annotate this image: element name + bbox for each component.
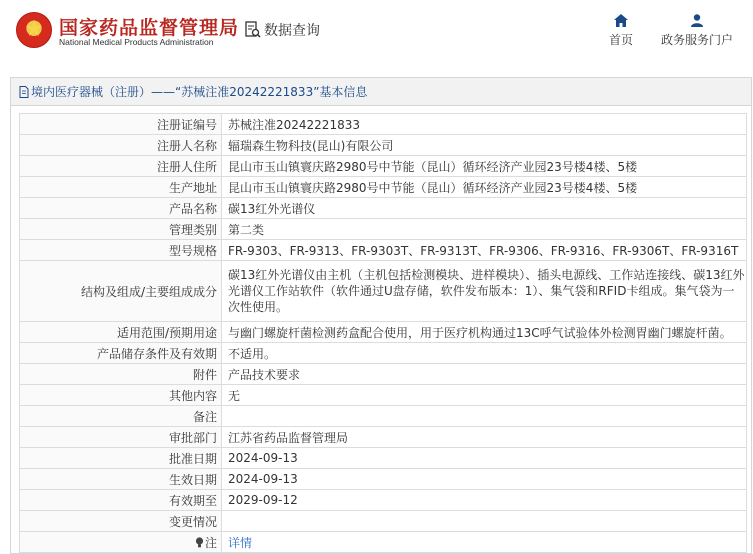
row-key: 产品储存条件及有效期	[20, 343, 222, 364]
lightbulb-icon	[195, 537, 204, 548]
table-row	[20, 469, 747, 490]
row-value: 第二类	[222, 219, 747, 240]
breadcrumb-text: 境内医疗器械（注册）——“苏械注准20242221833”基本信息	[31, 85, 368, 99]
row-value: 无	[222, 385, 747, 406]
detail-panel	[10, 77, 752, 554]
row-key: 生效日期	[20, 469, 222, 490]
row-value: 碳13红外光谱仪由主机（主机包括检测模块、进样模块）、插头电源线、工作站连接线、碳13红外光谱仪工作站软件（软件通过U盘存储，软件发布版本：1）、集气袋和RFID卡组成。集气袋为一次性使用。	[222, 261, 747, 322]
table-row	[20, 219, 747, 240]
table-row	[20, 343, 747, 364]
national-emblem-logo	[16, 12, 52, 48]
row-key: 变更情况	[20, 511, 222, 532]
details-link[interactable]: 详情	[228, 535, 253, 550]
site-subtitle: National Medical Products Administration	[59, 37, 214, 47]
document-icon	[19, 86, 29, 98]
note-key-cell	[20, 532, 222, 553]
row-value: 苏械注准20242221833	[222, 114, 747, 135]
row-key: 管理类别	[20, 219, 222, 240]
row-key: 附件	[20, 364, 222, 385]
row-value: 辐瑞森生物科技(昆山)有限公司	[222, 135, 747, 156]
row-value: 与幽门螺旋杆菌检测药盒配合使用，用于医疗机构通过13C呼气试验体外检测胃幽门螺旋杆菌。	[222, 322, 747, 343]
table-row	[20, 114, 747, 135]
row-key: 有效期至	[20, 490, 222, 511]
table-row	[20, 385, 747, 406]
row-key: 生产地址	[20, 177, 222, 198]
data-query-icon	[245, 21, 261, 39]
nav-home[interactable]	[606, 14, 636, 48]
row-key: 适用范围/预期用途	[20, 322, 222, 343]
row-value: 2029-09-12	[222, 490, 747, 511]
user-icon	[690, 14, 704, 27]
row-value: 产品技术要求	[222, 364, 747, 385]
note-key: 注	[204, 535, 217, 550]
table-row	[20, 198, 747, 219]
row-value: FR-9303、FR-9313、FR-9303T、FR-9313T、FR-9306、FR-9316、FR-9306T、FR-9316T	[222, 240, 747, 261]
row-key: 注册证编号	[20, 114, 222, 135]
breadcrumb	[11, 78, 751, 106]
row-key: 注册人名称	[20, 135, 222, 156]
note-value-cell	[222, 532, 747, 553]
data-query-label: 数据查询	[264, 23, 320, 39]
note-row	[20, 532, 747, 553]
table-row	[20, 261, 747, 322]
row-key: 型号规格	[20, 240, 222, 261]
table-row	[20, 427, 747, 448]
row-value: 不适用。	[222, 343, 747, 364]
row-value: 碳13红外光谱仪	[222, 198, 747, 219]
table-row	[20, 448, 747, 469]
row-value	[222, 511, 747, 532]
nav-gov-service-portal[interactable]	[658, 14, 736, 48]
row-key: 备注	[20, 406, 222, 427]
table-row	[20, 135, 747, 156]
row-value: 昆山市玉山镇寰庆路2980号中节能（昆山）循环经济产业园23号楼4楼、5楼	[222, 177, 747, 198]
row-key: 其他内容	[20, 385, 222, 406]
row-key: 批准日期	[20, 448, 222, 469]
site-title[interactable]: 国家药品监督管理局	[59, 17, 240, 39]
row-key: 审批部门	[20, 427, 222, 448]
row-value	[222, 406, 747, 427]
row-value: 2024-09-13	[222, 469, 747, 490]
table-row	[20, 511, 747, 532]
nav-gov-label: 政务服务门户	[660, 33, 733, 47]
table-row	[20, 364, 747, 385]
row-value: 昆山市玉山镇寰庆路2980号中节能（昆山）循环经济产业园23号楼4楼、5楼	[222, 156, 747, 177]
data-query-link[interactable]	[245, 20, 320, 40]
table-row	[20, 322, 747, 343]
row-key: 注册人住所	[20, 156, 222, 177]
table-row	[20, 156, 747, 177]
table-row	[20, 177, 747, 198]
table-row	[20, 240, 747, 261]
row-value: 2024-09-13	[222, 448, 747, 469]
table-row	[20, 490, 747, 511]
row-value: 江苏省药品监督管理局	[222, 427, 747, 448]
row-key: 结构及组成/主要组成成分	[20, 261, 222, 322]
site-header	[0, 0, 753, 68]
row-key: 产品名称	[20, 198, 222, 219]
info-table	[19, 113, 747, 553]
home-icon	[614, 14, 628, 27]
table-row	[20, 406, 747, 427]
nav-home-label: 首页	[608, 33, 633, 47]
